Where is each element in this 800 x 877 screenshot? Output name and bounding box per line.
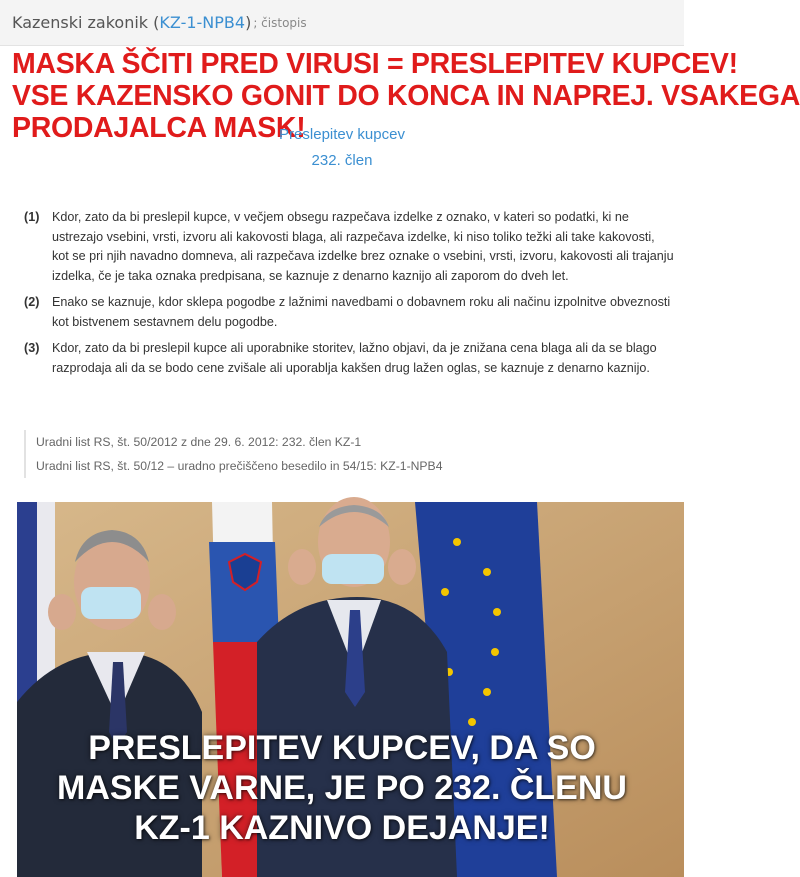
paragraph-number: (3) <box>24 341 40 355</box>
gazette-reference: Uradni list RS, št. 50/2012 z dne 29. 6. 2012: 232. člen KZ-1 <box>36 435 362 449</box>
paragraph-text: Kdor, zato da bi preslepil kupce, v večjem obsegu razpečava izdelke z oznako, v kateri so podatki, ki ne ustrezajo vsebini, vrsti, izvoru ali kakovosti blaga, ali razpečava izdelke, ki niso toliko težki ali take kakovosti, kot se pri njih navadno domneva, ali razpečava izdelke brez oznake o vsebini, vrsti, izvoru, kakovosti ali trajanju izdelka, če je taka oznaka predpisana, se kaznuje z denarno kaznijo ali zaporom do dveh let. <box>52 210 674 283</box>
headline-line: VSE KAZENSKO GONIT DO KONCA IN NAPREJ. VSAKEGA <box>12 80 800 112</box>
paragraph-number: (2) <box>24 295 40 309</box>
paragraph-number: (1) <box>24 210 40 224</box>
law-code-link[interactable]: KZ-1-NPB4 <box>159 13 246 32</box>
face-mask-right <box>322 554 384 584</box>
article-heading <box>266 122 418 174</box>
caption-line: MASKE VARNE, JE PO 232. ČLENU <box>57 769 627 807</box>
article-paragraphs <box>24 208 674 385</box>
paragraph-text: Enako se kaznuje, kdor sklepa pogodbe z lažnimi navedbami o dobavnem roku ali načinu izpolnitve obveznosti kot bistvenem sestavnem delu pogodbe. <box>52 295 671 329</box>
photo-caption <box>0 728 684 848</box>
paragraph <box>24 339 674 378</box>
headline-line: MASKA ŠČITI PRED VIRUSI = PRESLEPITEV KUPCEV! <box>12 48 738 80</box>
law-name: Kazenski zakonik <box>12 13 149 32</box>
close-paren: ) <box>245 13 252 32</box>
paragraph <box>24 293 674 332</box>
open-paren: ( <box>148 13 160 32</box>
caption-line: KZ-1 KAZNIVO DEJANJE! <box>134 809 550 847</box>
face-mask-left <box>81 587 141 619</box>
paragraph-text: Kdor, zato da bi preslepil kupce ali uporabnike storitev, lažno objavi, da je znižana cena blaga ali da se blago razprodaja ali da se bodo cene zvišale ali uporablja kakšen drug lažen oglas, se kaznuje z denarno kaznijo. <box>52 341 657 375</box>
article-number: 232. člen <box>311 152 373 169</box>
headline-line: PRODAJALCA MASK! <box>12 112 306 144</box>
article-title: Preslepitev kupcev <box>279 126 405 143</box>
law-header <box>0 0 684 46</box>
paragraph <box>24 208 674 286</box>
caption-line: PRESLEPITEV KUPCEV, DA SO <box>88 729 596 767</box>
law-version-label: ; čistopis <box>253 15 307 30</box>
gazette-reference: Uradni list RS, št. 50/12 – uradno prečiščeno besedilo in 54/15: KZ-1-NPB4 <box>36 459 443 473</box>
gazette-references <box>24 430 676 478</box>
